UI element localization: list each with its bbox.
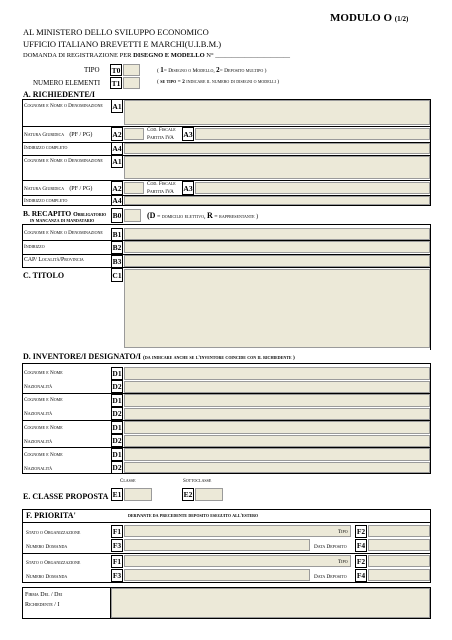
divider	[22, 522, 431, 523]
b0-field[interactable]	[124, 209, 141, 222]
d2-label-4: Nazionalità	[24, 466, 53, 472]
d1-field-4[interactable]	[124, 448, 430, 461]
a2-field[interactable]	[124, 128, 144, 140]
a2-label: Natura Giuridica (PF / PG)	[24, 132, 93, 138]
a3-label-2-2: Partita IVA	[147, 189, 174, 195]
numero-label: NUMERO ELEMENTI	[33, 79, 101, 87]
d1-label-4: Cognome e Nome	[24, 452, 63, 458]
d1-code-2: D1	[112, 396, 122, 405]
d1-code-1: D1	[112, 369, 122, 378]
divider	[430, 268, 431, 350]
e1-code: E1	[112, 490, 122, 499]
f2-code-2: F2	[356, 557, 366, 566]
f4-field-1[interactable]	[368, 539, 430, 551]
f3-field-1[interactable]	[124, 539, 310, 551]
a4-code-2: A4	[112, 196, 122, 205]
a2-label-2: Natura Giuridica (PF / PG)	[24, 186, 93, 192]
d1-field-3[interactable]	[124, 421, 430, 434]
f3-code-2: F3	[112, 571, 122, 580]
f4-label-1: Data Deposito	[314, 544, 347, 550]
header-line-1: AL MINISTERO DELLO SVILUPPO ECONOMICO	[23, 27, 209, 37]
e2-field[interactable]	[195, 488, 223, 501]
section-c-title: C. TITOLO	[23, 271, 65, 280]
section-b-subtitle: in mancanza di mandatario	[30, 219, 95, 224]
f2-code-1: F2	[356, 527, 366, 536]
a4-code: A4	[112, 144, 122, 153]
sottoclasse-label: Sottoclasse	[183, 479, 212, 484]
b2-field[interactable]	[124, 241, 430, 253]
a3-label-1: Cod. Fiscale	[147, 127, 176, 133]
d2-field-2[interactable]	[124, 408, 430, 420]
e1-field[interactable]	[124, 488, 152, 501]
tipo-code: T0	[111, 65, 121, 75]
numero-code: T1	[111, 78, 121, 88]
d2-field-4[interactable]	[124, 462, 430, 473]
a3-code-2: A3	[182, 181, 194, 195]
b0-code: B0	[111, 208, 123, 223]
d2-code-3: D2	[112, 436, 122, 445]
d1-field-2[interactable]	[124, 394, 430, 407]
c1-field[interactable]	[124, 269, 430, 348]
f1-field-1[interactable]	[124, 525, 351, 537]
tipo-label: TIPO	[84, 66, 100, 74]
d2-label-2: Nazionalità	[24, 411, 53, 417]
f1-field-2[interactable]	[124, 555, 351, 567]
signature-field[interactable]	[111, 588, 430, 618]
a3-label-1-2: Cod. Fiscale	[147, 181, 176, 187]
section-d-title: D. INVENTORE/I DESIGNATO/I (da indicare anche se l'inventore coincide con il richiedente )	[23, 352, 295, 361]
f4-label-2: Data Deposito	[314, 574, 347, 580]
f3-label-2: Numero Domanda	[26, 574, 68, 580]
d2-label-1: Nazionalità	[24, 384, 53, 390]
b3-field[interactable]	[124, 255, 430, 267]
e2-code: E2	[183, 490, 193, 499]
signature-label-2: Richiedente / I	[25, 602, 60, 608]
b2-code: B2	[112, 243, 122, 252]
d2-field-1[interactable]	[124, 381, 430, 393]
b3-code: B3	[112, 257, 122, 266]
classe-label: Classe	[120, 479, 136, 484]
section-b-title: B. RECAPITO Obbligatorio	[23, 209, 107, 218]
d1-label-1: Cognome e Nome	[24, 370, 63, 376]
f3-code-1: F3	[112, 541, 122, 550]
f1-label-1: Stato o Organizzazione	[26, 530, 81, 536]
header-line-2: UFFICIO ITALIANO BREVETTI E MARCHI(U.I.B.M.)	[23, 39, 222, 49]
divider	[22, 180, 431, 181]
f2-field-1[interactable]	[368, 525, 430, 537]
f4-field-2[interactable]	[368, 569, 430, 581]
d1-label-2: Cognome e Nome	[24, 397, 63, 403]
section-f-title: F. PRIORITA'	[26, 511, 76, 520]
a2-field-2[interactable]	[124, 182, 144, 194]
b1-code: B1	[112, 230, 122, 239]
f4-code-2: F4	[356, 571, 366, 580]
a1-label-2: Cognome e Nome o Denominazione	[24, 158, 103, 164]
tipo-desc: ( 1= Disegno o Modello, 2= Deposito multipo )	[157, 66, 267, 74]
b2-label: Indirizzo	[24, 244, 45, 250]
a3-label-2: Partita IVA	[147, 135, 174, 141]
a1-field[interactable]	[124, 100, 430, 125]
section-f-note: derivante da precedente deposito eseguito all'estero	[128, 514, 259, 519]
a2-code-2: A2	[111, 181, 123, 195]
a4-label-2: Indirizzo completo	[24, 198, 68, 204]
a4-field-2[interactable]	[124, 196, 430, 205]
a3-field[interactable]	[195, 128, 430, 140]
b1-field[interactable]	[124, 228, 430, 240]
f2-label-1: Tipo	[338, 529, 348, 535]
signature-label-1: Firma Del / Dei	[25, 592, 63, 598]
a3-field-2[interactable]	[195, 182, 430, 194]
a1-code-2: A1	[112, 157, 122, 166]
numero-desc: ( se tipo = 2 indicare il numero di disegni o modelli )	[157, 79, 280, 85]
a1-code: A1	[111, 99, 123, 113]
d2-code-2: D2	[112, 409, 122, 418]
d2-label-3: Nazionalità	[24, 439, 53, 445]
a2-code: A2	[111, 127, 123, 141]
f1-code-1: F1	[112, 527, 122, 536]
d2-code-1: D2	[112, 382, 122, 391]
d2-field-3[interactable]	[124, 435, 430, 447]
d1-label-3: Cognome e Nome	[24, 425, 63, 431]
a4-label: Indirizzo completo	[24, 145, 68, 151]
b3-label: CAP/ Località/Provincia	[24, 257, 84, 263]
f1-code-2: F1	[112, 557, 122, 566]
a1-field-2[interactable]	[124, 156, 430, 179]
d1-code-3: D1	[112, 423, 122, 432]
f2-label-2: Tipo	[338, 559, 348, 565]
d1-field-1[interactable]	[124, 367, 430, 380]
f2-field-2[interactable]	[368, 555, 430, 567]
b1-label: Cognome e Nome o Denominazione	[24, 230, 103, 236]
tipo-field[interactable]	[123, 64, 140, 76]
f3-label-1: Numero Domanda	[26, 544, 68, 550]
divider	[22, 553, 431, 554]
numero-field[interactable]	[123, 77, 140, 89]
f4-code-1: F4	[356, 541, 366, 550]
c1-code: C1	[111, 268, 123, 282]
section-e-title: E. CLASSE PROPOSTA	[23, 492, 109, 501]
d1-code-4: D1	[112, 450, 122, 459]
f1-label-2: Stato o Organizzazione	[26, 560, 81, 566]
divider	[22, 126, 431, 127]
b0-desc: (D = domicilio elettivo, R = rappresentante )	[147, 211, 259, 220]
a3-code: A3	[182, 127, 194, 141]
f3-field-2[interactable]	[124, 569, 310, 581]
a4-field[interactable]	[124, 143, 430, 154]
form-title: MODULO O (1/2)	[330, 12, 409, 24]
d2-code-4: D2	[112, 463, 122, 472]
header-line-3: DOMANDA DI REGISTRAZIONE PER DISEGNO E MODELLO N° _______________________	[23, 52, 290, 59]
a1-label: Cognome e Nome o Denominazione	[24, 103, 103, 109]
section-a-title: A. RICHIEDENTE/I	[23, 90, 96, 99]
